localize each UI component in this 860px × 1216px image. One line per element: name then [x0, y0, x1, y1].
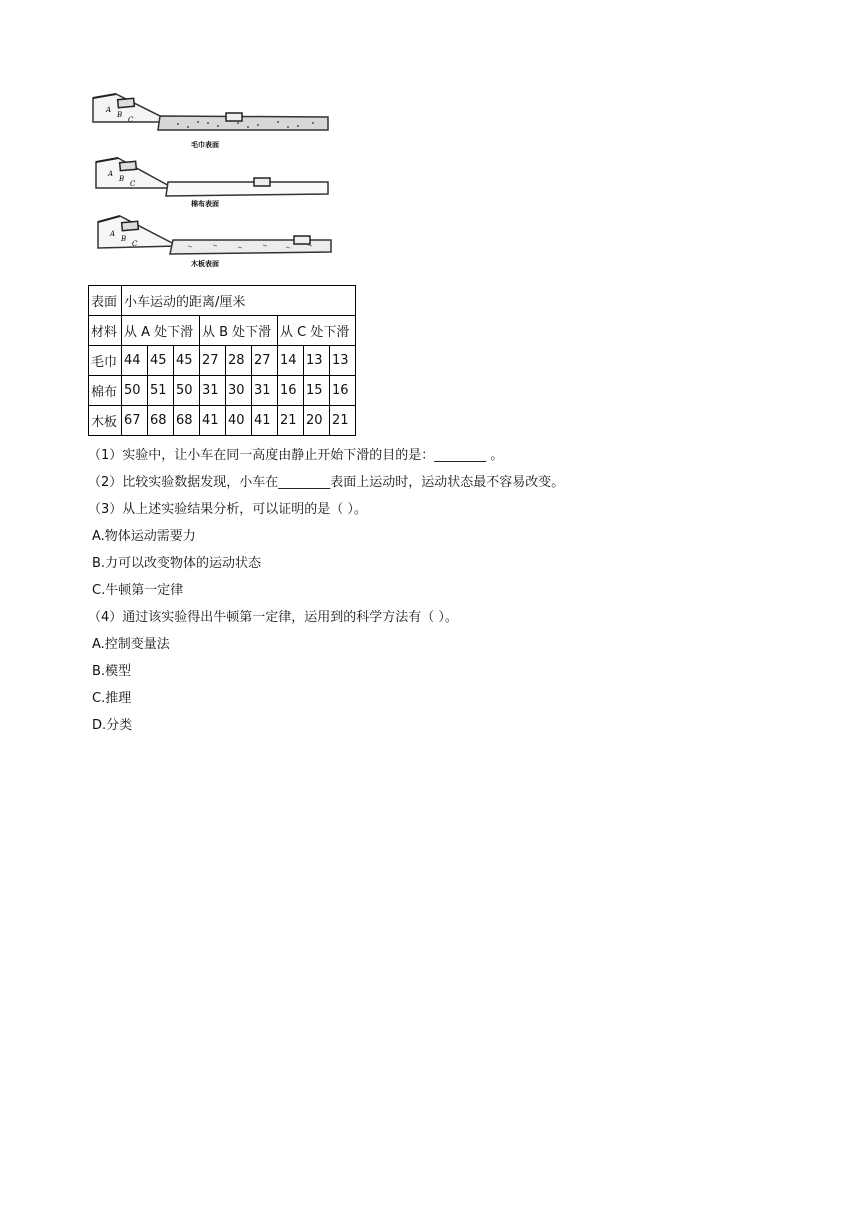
table-cell: 51 — [148, 376, 174, 406]
table-cell: 20 — [304, 406, 330, 436]
table-cell: 41 — [200, 406, 226, 436]
table-cell: 31 — [252, 376, 278, 406]
table-cell: 44 — [122, 346, 148, 376]
row-material: 棉布 — [89, 376, 122, 406]
ramp-label-b: B — [119, 175, 125, 183]
question-4-option-d: D.分类 — [92, 718, 133, 733]
table-cell: 27 — [200, 346, 226, 376]
question-3-option-b: B.力可以改变物体的运动状态 — [92, 556, 262, 571]
question-2: （2）比较实验数据发现，小车在________表面上运动时，运动状态最不容易改变。 — [88, 475, 565, 490]
ramp-label-a: A — [108, 170, 114, 178]
table-cell: 50 — [174, 376, 200, 406]
table-header-row — [89, 316, 356, 346]
ramp-panel-wood — [98, 216, 331, 268]
row-material: 木板 — [89, 406, 122, 436]
table-header-row — [89, 286, 356, 316]
question-4-option-b: B.模型 — [92, 664, 132, 679]
ramp-label-c: C — [130, 180, 136, 188]
table-cell: 27 — [252, 346, 278, 376]
table-cell: 68 — [174, 406, 200, 436]
question-3-option-a: A.物体运动需要力 — [92, 529, 196, 544]
table-cell: 21 — [330, 406, 356, 436]
row-material: 毛巾 — [89, 346, 122, 376]
table-row — [89, 346, 356, 376]
question-3: （3）从上述实验结果分析，可以证明的是（ ）。 — [88, 502, 367, 517]
caption-cotton: 棉布表面 — [191, 200, 219, 208]
table-cell: 40 — [226, 406, 252, 436]
table-cell: 13 — [330, 346, 356, 376]
header-group-b: 从 B 处下滑 — [200, 316, 278, 346]
question-3-option-c: C.牛顿第一定律 — [92, 583, 184, 598]
table-cell: 41 — [252, 406, 278, 436]
question-1: （1）实验中，让小车在同一高度由静止开始下滑的目的是：________ 。 — [88, 448, 504, 463]
ramp-label-c: C — [128, 116, 134, 124]
table-cell: 21 — [278, 406, 304, 436]
header-distance: 小车运动的距离/厘米 — [122, 286, 356, 316]
table-row — [89, 406, 356, 436]
table-cell: 30 — [226, 376, 252, 406]
ramp-label-c: C — [132, 240, 138, 248]
distance-table — [88, 285, 356, 436]
table-cell: 67 — [122, 406, 148, 436]
table-cell: 28 — [226, 346, 252, 376]
table-cell: 13 — [304, 346, 330, 376]
header-material: 材料 — [89, 316, 122, 346]
ramp-panel-cotton — [96, 158, 328, 208]
header-surface: 表面 — [89, 286, 122, 316]
header-group-a: 从 A 处下滑 — [122, 316, 200, 346]
ramp-label-b: B — [121, 235, 127, 243]
table-cell: 15 — [304, 376, 330, 406]
table-cell: 31 — [200, 376, 226, 406]
table-cell: 50 — [122, 376, 148, 406]
table-row — [89, 376, 356, 406]
header-group-c: 从 C 处下滑 — [278, 316, 356, 346]
question-4-option-c: C.推理 — [92, 691, 132, 706]
ramp-panel-towel — [93, 94, 328, 149]
caption-wood: 木板表面 — [191, 260, 219, 268]
table-cell: 16 — [278, 376, 304, 406]
ramp-label-a: A — [106, 106, 112, 114]
ramp-label-b: B — [117, 111, 123, 119]
table-cell: 68 — [148, 406, 174, 436]
table-cell: 16 — [330, 376, 356, 406]
experiment-figure — [88, 86, 338, 272]
table-cell: 14 — [278, 346, 304, 376]
caption-towel: 毛巾表面 — [191, 141, 219, 149]
question-4: （4）通过该实验得出牛顿第一定律，运用到的科学方法有（ ）。 — [88, 610, 458, 625]
table-cell: 45 — [174, 346, 200, 376]
table-cell: 45 — [148, 346, 174, 376]
question-4-option-a: A.控制变量法 — [92, 637, 170, 652]
ramp-label-a: A — [110, 230, 116, 238]
